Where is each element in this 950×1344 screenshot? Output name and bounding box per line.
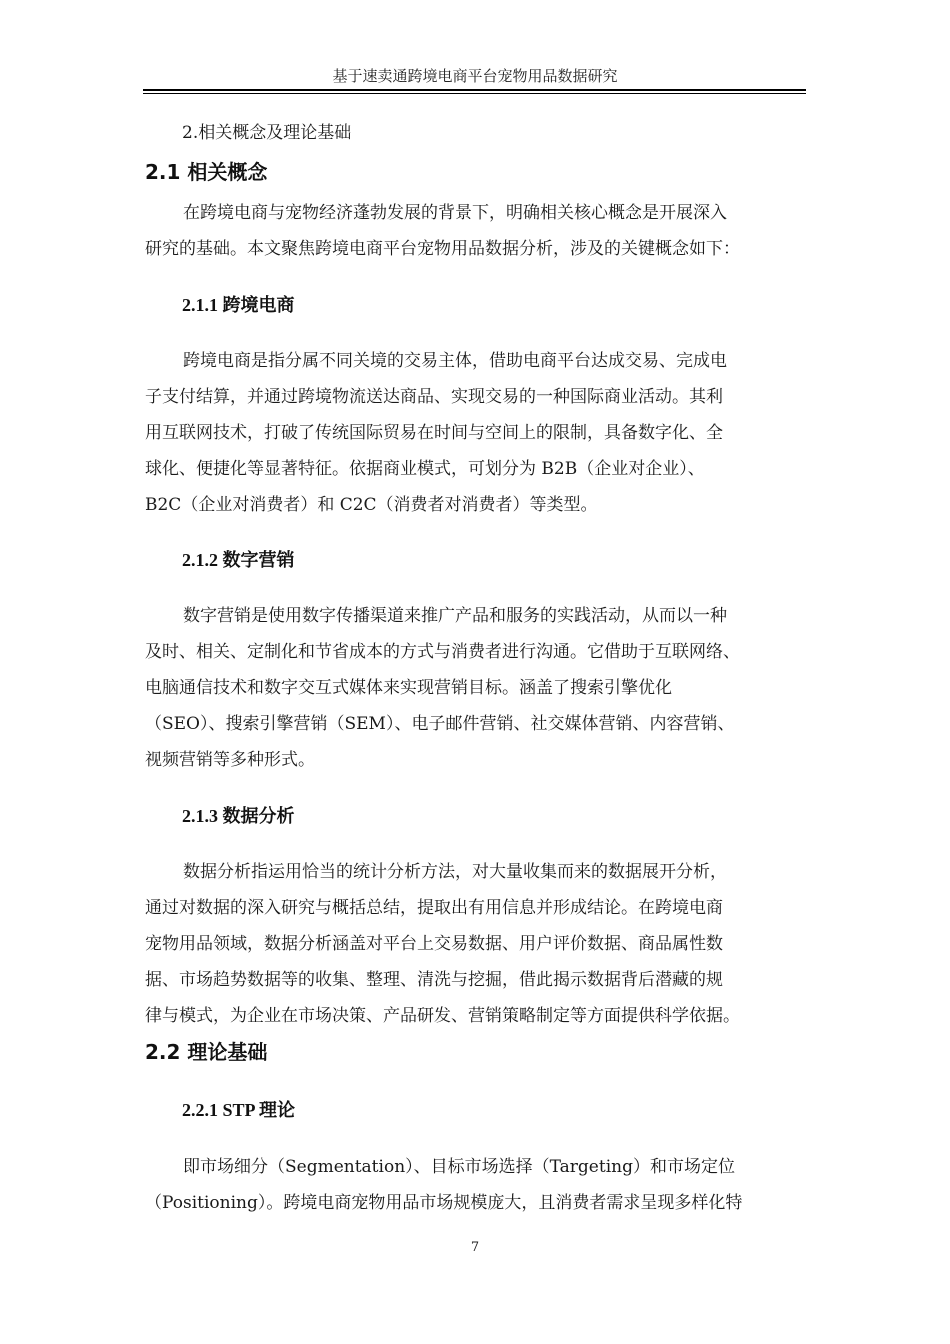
- paragraph-line: 数字营销是使用数字传播渠道来推广产品和服务的实践活动，从而以一种: [183, 606, 727, 626]
- section-heading-2-1: 2.1 相关概念: [145, 160, 268, 184]
- paragraph-intro: [145, 195, 807, 267]
- paragraph-line: 及时、相关、定制化和节省成本的方式与消费者进行沟通。它借助于互联网络、: [145, 642, 740, 662]
- section-heading-2-1-2: 2.1.2 数字营销: [182, 550, 295, 570]
- paragraph-line: 用互联网技术，打破了传统国际贸易在时间与空间上的限制，具备数字化、全: [145, 423, 723, 443]
- header-rule-thick: [143, 89, 806, 91]
- paragraph-line: （Positioning）。跨境电商宠物用品市场规模庞大，且消费者需求呈现多样化特: [145, 1193, 743, 1213]
- paragraph-line: 即市场细分（Segmentation）、目标市场选择（Targeting）和市场定位: [183, 1157, 735, 1177]
- paragraph-line: （SEO）、搜索引擎营销（SEM）、电子邮件营销、社交媒体营销、内容营销、: [145, 714, 735, 734]
- section-heading-2-1-1: 2.1.1 跨境电商: [182, 295, 295, 315]
- running-header: 基于速卖通跨境电商平台宠物用品数据研究: [332, 67, 618, 85]
- section-heading-2-2: 2.2 理论基础: [145, 1040, 268, 1064]
- paragraph-line: B2C（企业对消费者）和 C2C（消费者对消费者）等类型。: [145, 495, 598, 515]
- section-heading-2-2-1: 2.2.1 STP 理论: [182, 1100, 296, 1120]
- paragraph-line: 电脑通信技术和数字交互式媒体来实现营销目标。涵盖了搜索引擎优化: [145, 678, 672, 698]
- paragraph-line: 数据分析指运用恰当的统计分析方法，对大量收集而来的数据展开分析，: [183, 862, 727, 882]
- paragraph-2-2-1: [145, 1149, 807, 1221]
- paragraph-line: 据、市场趋势数据等的收集、整理、清洗与挖掘，借此揭示数据背后潜藏的规: [145, 970, 723, 990]
- section-heading-2-1-3: 2.1.3 数据分析: [182, 806, 295, 826]
- paragraph-line: 在跨境电商与宠物经济蓬勃发展的背景下，明确相关核心概念是开展深入: [183, 203, 727, 223]
- paragraph-line: 跨境电商是指分属不同关境的交易主体，借助电商平台达成交易、完成电: [183, 351, 727, 371]
- paragraph-2-1-2: [145, 598, 807, 778]
- chapter-title: 2.相关概念及理论基础: [182, 123, 352, 143]
- paragraph-line: 视频营销等多种形式。: [145, 750, 315, 770]
- paragraph-line: 研究的基础。本文聚焦跨境电商平台宠物用品数据分析，涉及的关键概念如下：: [145, 239, 740, 259]
- paragraph-line: 宠物用品领域，数据分析涵盖对平台上交易数据、用户评价数据、商品属性数: [145, 934, 723, 954]
- paragraph-2-1-3: [145, 854, 807, 1034]
- page-number: 7: [470, 1240, 480, 1255]
- paragraph-line: 通过对数据的深入研究与概括总结，提取出有用信息并形成结论。在跨境电商: [145, 898, 723, 918]
- paragraph-line: 子支付结算，并通过跨境物流送达商品、实现交易的一种国际商业活动。其利: [145, 387, 723, 407]
- paragraph-line: 球化、便捷化等显著特征。依据商业模式，可划分为 B2B（企业对企业）、: [145, 459, 705, 479]
- paragraph-2-1-1: [145, 343, 807, 523]
- header-rule-thin: [143, 93, 806, 94]
- paragraph-line: 律与模式，为企业在市场决策、产品研发、营销策略制定等方面提供科学依据。: [145, 1006, 740, 1026]
